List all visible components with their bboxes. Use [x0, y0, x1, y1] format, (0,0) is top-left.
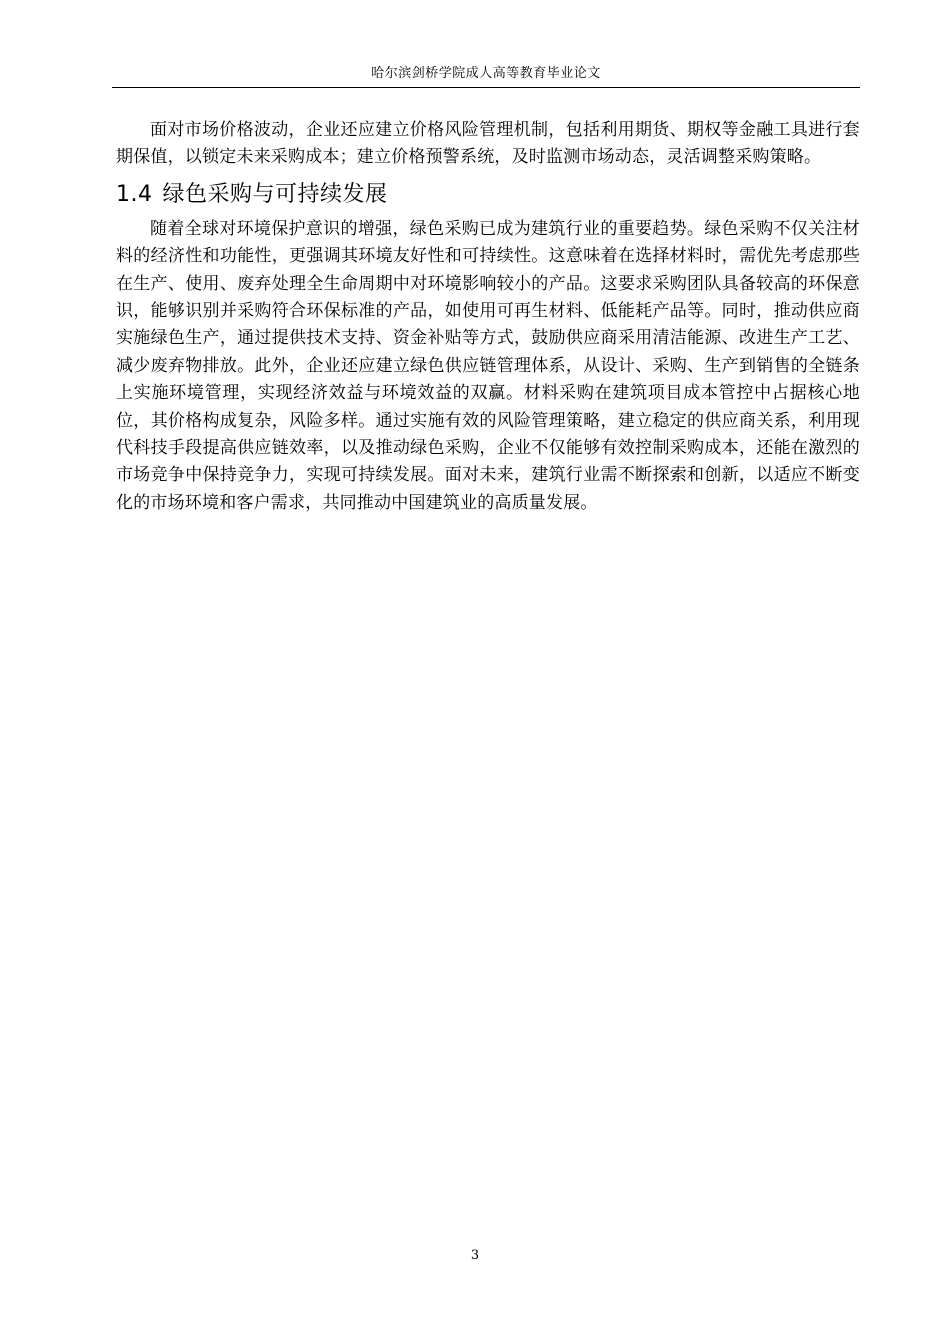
- header-divider: [112, 87, 860, 88]
- section-heading: [116, 178, 860, 212]
- section-title: 绿色采购与可持续发展: [162, 181, 388, 207]
- section-number: 1.4: [116, 181, 153, 207]
- paragraph-green-procurement: 随着全球对环境保护意识的增强，绿色采购已成为建筑行业的重要趋势。绿色采购不仅关注材料的经济性和功能性，更强调其环境友好性和可持续性。这意味着在选择材料时，需优先考虑那些在生产、使用、废弃处理全生命周期中对环境影响较小的产品。这要求采购团队具备较高的环保意识，能够识别并采购符合环保标准的产品，如使用可再生材料、低能耗产品等。同时，推动供应商实施绿色生产，通过提供技术支持、资金补贴等方式，鼓励供应商采用清洁能源、改进生产工艺、减少废弃物排放。此外，企业还应建立绿色供应链管理体系，从设计、采购、生产到销售的全链条上实施环境管理，实现经济效益与环境效益的双赢。材料采购在建筑项目成本管控中占据核心地位，其价格构成复杂，风险多样。通过实施有效的风险管理策略，建立稳定的供应商关系，利用现代科技手段提高供应链效率，以及推动绿色采购，企业不仅能够有效控制采购成本，还能在激烈的市场竞争中保持竞争力，实现可持续发展。面对未来，建筑行业需不断探索和创新，以适应不断变化的市场环境和客户需求，共同推动中国建筑业的高质量发展。: [116, 218, 860, 513]
- page-number: 3: [470, 1248, 480, 1263]
- paragraph-price-risk: 面对市场价格波动，企业还应建立价格风险管理机制，包括利用期货、期权等金融工具进行套期保值，以锁定未来采购成本；建立价格预警系统，及时监测市场动态，灵活调整采购策略。: [116, 120, 860, 168]
- document-body: [116, 117, 860, 517]
- running-header: 哈尔滨剑桥学院成人高等教育毕业论文: [371, 66, 601, 81]
